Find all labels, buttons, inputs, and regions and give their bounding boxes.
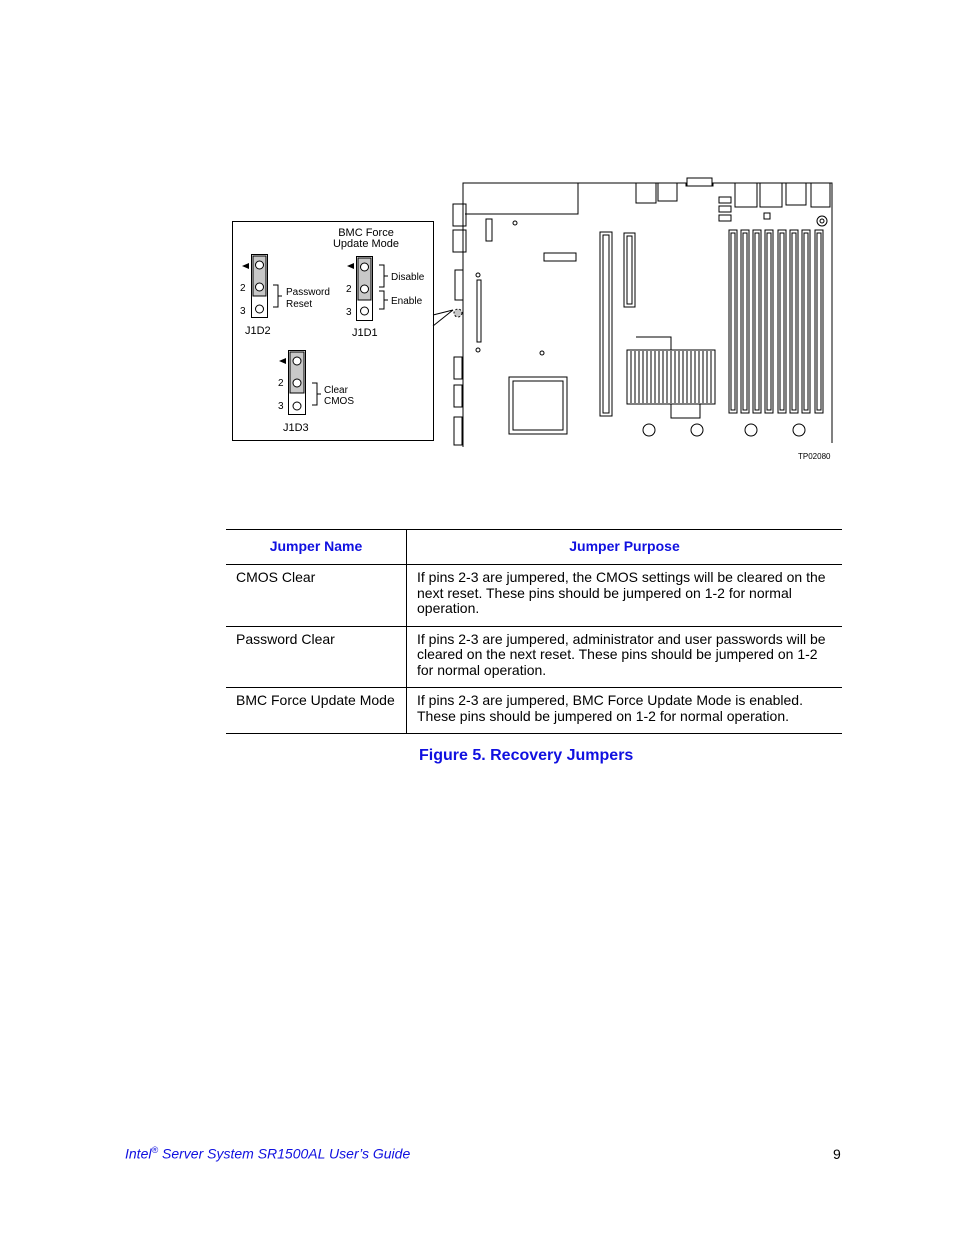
jumper-purpose-cell: If pins 2-3 are jumpered, administrator and user passwords will be cleared on the next reset. These pins should be jumpered on 1-2 for normal operation.	[407, 626, 843, 688]
server-board-outline	[453, 178, 832, 447]
j1d1-disable-label: Disable	[391, 272, 425, 283]
j1d2-name: J1D2	[245, 325, 271, 337]
j1d2-pin2-label: 2	[240, 283, 246, 294]
heatsink-fins	[631, 351, 711, 403]
jumper-name-cell: CMOS Clear	[226, 565, 407, 627]
jumper-name-cell: BMC Force Update Mode	[226, 688, 407, 734]
j1d1-pin3-label: 3	[346, 307, 352, 318]
jumper-j1d2	[240, 255, 330, 338]
table-header-row	[226, 530, 842, 565]
j1d3-name: J1D3	[283, 422, 309, 434]
figure-code: TP02080	[798, 452, 831, 461]
dimm-slots	[729, 230, 823, 413]
j1d3-function-label: Clear	[324, 385, 348, 396]
jumper-j1d3	[278, 351, 354, 435]
footer-title	[125, 1145, 410, 1162]
table-row	[226, 626, 842, 688]
footer-brand: Intel	[125, 1145, 152, 1162]
footer-guide-title: Server System SR1500AL User’s Guide	[158, 1145, 411, 1162]
j1d2-function-label: Password	[286, 287, 330, 298]
j1d3-function-label-2: CMOS	[324, 396, 354, 407]
page-number: 9	[833, 1146, 841, 1162]
j1d2-pin3-label: 3	[240, 306, 246, 317]
figure-caption: Figure 5. Recovery Jumpers	[419, 747, 634, 764]
jumper-purpose-cell: If pins 2-3 are jumpered, the CMOS settings will be cleared on the next reset. These pins should be jumpered on 1-2 for normal operation.	[407, 565, 843, 627]
table-row	[226, 688, 842, 734]
registered-mark: ®	[151, 1145, 159, 1155]
j1d3-pin2-label: 2	[278, 378, 284, 389]
header-jumper-purpose: Jumper Purpose	[407, 530, 843, 565]
table-row	[226, 565, 842, 627]
j1d1-title-2: Update Mode	[332, 238, 400, 250]
j1d2-function-label-2: Reset	[286, 299, 313, 310]
jumper-table	[226, 529, 842, 734]
j1d3-pin3-label: 3	[278, 401, 284, 412]
j1d1-title: BMC Force	[338, 227, 394, 239]
header-jumper-name: Jumper Name	[226, 530, 407, 565]
j1d1-enable-label: Enable	[391, 296, 423, 307]
recovery-jumpers-diagram	[225, 175, 845, 470]
jumper-purpose-cell: If pins 2-3 are jumpered, BMC Force Update Mode is enabled. These pins should be jumpered on 1-2 for normal operation.	[407, 688, 843, 734]
j1d1-pin2-label: 2	[346, 284, 352, 295]
jumper-j1d1	[333, 227, 425, 339]
jumper-name-cell: Password Clear	[226, 626, 407, 688]
j1d1-name: J1D1	[352, 327, 378, 339]
